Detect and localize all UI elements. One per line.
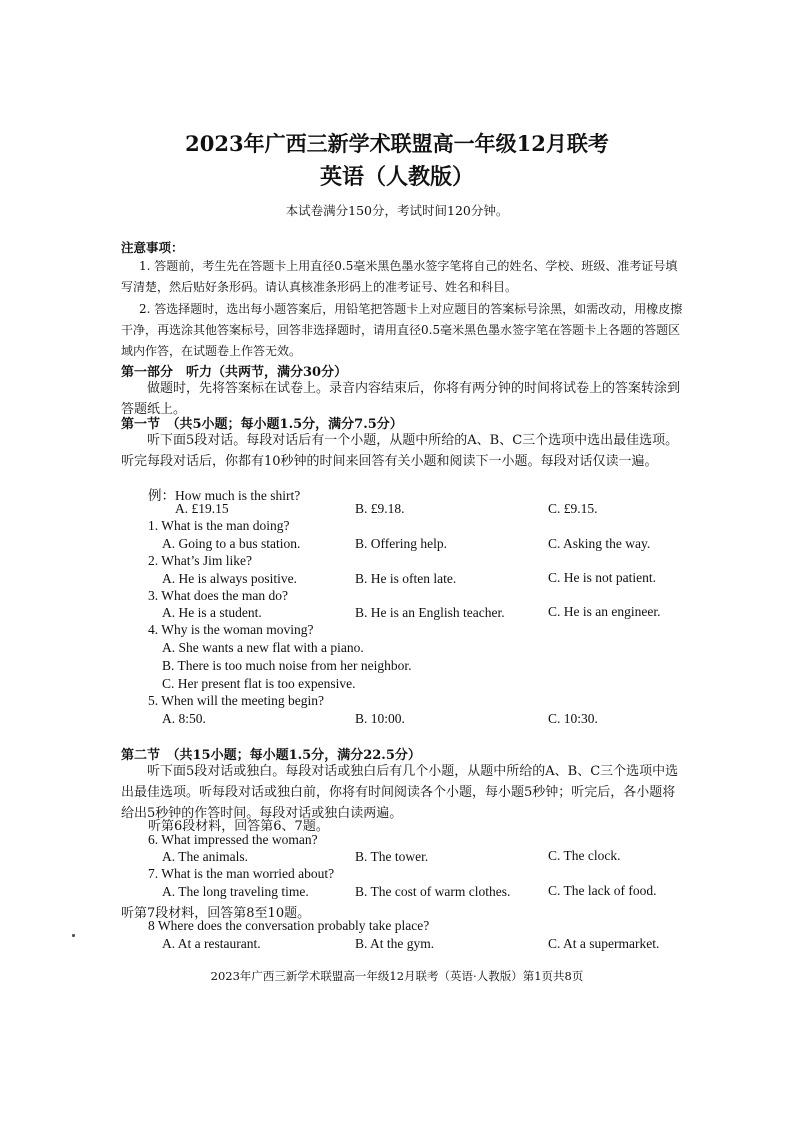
- question-7-option-a: A. The long traveling time.: [162, 884, 309, 899]
- material-7-note: 听第7段材料，回答第8至10题。: [121, 906, 311, 921]
- question-5-option-a: A. 8:50.: [162, 711, 206, 726]
- question-4-option-c: C. Her present flat is too expensive.: [162, 676, 356, 691]
- question-5-option-c: C. 10:30.: [548, 711, 598, 726]
- scan-speck: [72, 934, 75, 937]
- question-3-option-c: C. He is an engineer.: [548, 604, 661, 619]
- question-3-option-b: B. He is an English teacher.: [355, 605, 505, 620]
- example-option-b: B. £9.18.: [355, 501, 405, 516]
- question-3-stem: 3. What does the man do?: [148, 588, 288, 603]
- question-4-stem: 4. Why is the woman moving?: [148, 622, 314, 637]
- question-1-stem: 1. What is the man doing?: [148, 518, 290, 533]
- question-7-option-c: C. The lack of food.: [548, 883, 657, 898]
- material-6-note: 听第6段材料，回答第6、7题。: [148, 819, 329, 834]
- part1-instruction: 做题时，先将答案标在试卷上。录音内容结束后，你将有两分钟的时间将试卷上的答案转涂到答题纸上。: [121, 381, 681, 417]
- question-8-stem: 8 Where does the conversation probably take place?: [148, 918, 430, 933]
- exam-subtitle: 英语（人教版）: [319, 164, 474, 190]
- question-8-option-b: B. At the gym.: [355, 936, 435, 951]
- question-6-option-a: A. The animals.: [162, 849, 248, 864]
- section1-instruction: 听下面5段对话。每段对话后有一个小题，从题中所给的A、B、C三个选项中选出最佳选项。听完每段对话后，你都有10秒钟的时间来回答有关小题和阅读下一小题。每段对话仅读一遍。: [121, 433, 679, 469]
- question-4-option-a: A. She wants a new flat with a piano.: [162, 640, 364, 655]
- example-option-a: A. £19.15: [175, 501, 229, 516]
- question-4-option-b: B. There is too much noise from her neighbor.: [162, 658, 412, 673]
- section2-instruction: 听下面5段对话或独白。每段对话或独白后有几个小题，从题中所给的A、B、C三个选项中选出最佳选项。听每段对话或独白前，你将有时间阅读各个小题，每小题5秒钟；听完后，各小题将给出5秒钟的作答时间。每段对话或独白读两遍。: [121, 764, 679, 821]
- example-option-c: C. £9.15.: [548, 501, 598, 516]
- question-2-option-a: A. He is always positive.: [162, 571, 297, 586]
- question-6-option-c: C. The clock.: [548, 848, 621, 863]
- score-time-line: 本试卷满分150分，考试时间120分钟。: [285, 203, 509, 218]
- question-5-stem: 5. When will the meeting begin?: [148, 693, 324, 708]
- question-2-stem: 2. What’s Jim like?: [148, 553, 252, 568]
- question-1-option-c: C. Asking the way.: [548, 536, 651, 551]
- example-stem: 例：How much is the shirt?: [148, 488, 301, 503]
- question-7-option-b: B. The cost of warm clothes.: [355, 884, 511, 899]
- notice-item-1: 1. 答题前，考生先在答题卡上用直径0.5毫米黑色墨水签字笔将自己的姓名、学校、班级、准考证号填写清楚，然后贴好条形码。请认真核准条形码上的准考证号、姓名和科目。: [121, 259, 678, 294]
- question-5-option-b: B. 10:00.: [355, 711, 405, 726]
- page-footer: 2023年广西三新学术联盟高一年级12月联考（英语·人教版）第1页共8页: [210, 969, 584, 983]
- question-8-option-a: A. At a restaurant.: [162, 936, 261, 951]
- question-1-option-a: A. Going to a bus station.: [162, 536, 301, 551]
- question-3-option-a: A. He is a student.: [162, 605, 262, 620]
- section2-heading: 第二节 （共15小题；每小题1.5分，满分22.5分）: [121, 748, 421, 763]
- notice-item-2: 2. 答选择题时，选出每小题答案后，用铅笔把答题卡上对应题目的答案标号涂黑，如需改动，用橡皮擦干净，再选涂其他答案标号，回答非选择题时，请用直径0.5毫米黑色墨水签字笔在答题卡上各题的答题区域内作答，在试题卷上作答无效。: [121, 302, 683, 358]
- question-6-option-b: B. The tower.: [355, 849, 429, 864]
- question-6-stem: 6. What impressed the woman?: [148, 832, 318, 847]
- notice-heading: 注意事项：: [121, 240, 184, 255]
- question-8-option-c: C. At a supermarket.: [548, 936, 660, 951]
- question-2-option-b: B. He is often late.: [355, 571, 457, 586]
- question-1-option-b: B. Offering help.: [355, 536, 447, 551]
- part1-heading: 第一部分 听力（共两节，满分30分）: [121, 365, 348, 380]
- question-2-option-c: C. He is not patient.: [548, 570, 656, 585]
- exam-title: 2023年广西三新学术联盟高一年级12月联考: [185, 131, 609, 156]
- question-7-stem: 7. What is the man worried about?: [148, 866, 335, 881]
- section1-heading: 第一节 （共5小题；每小题1.5分，满分7.5分）: [121, 417, 403, 432]
